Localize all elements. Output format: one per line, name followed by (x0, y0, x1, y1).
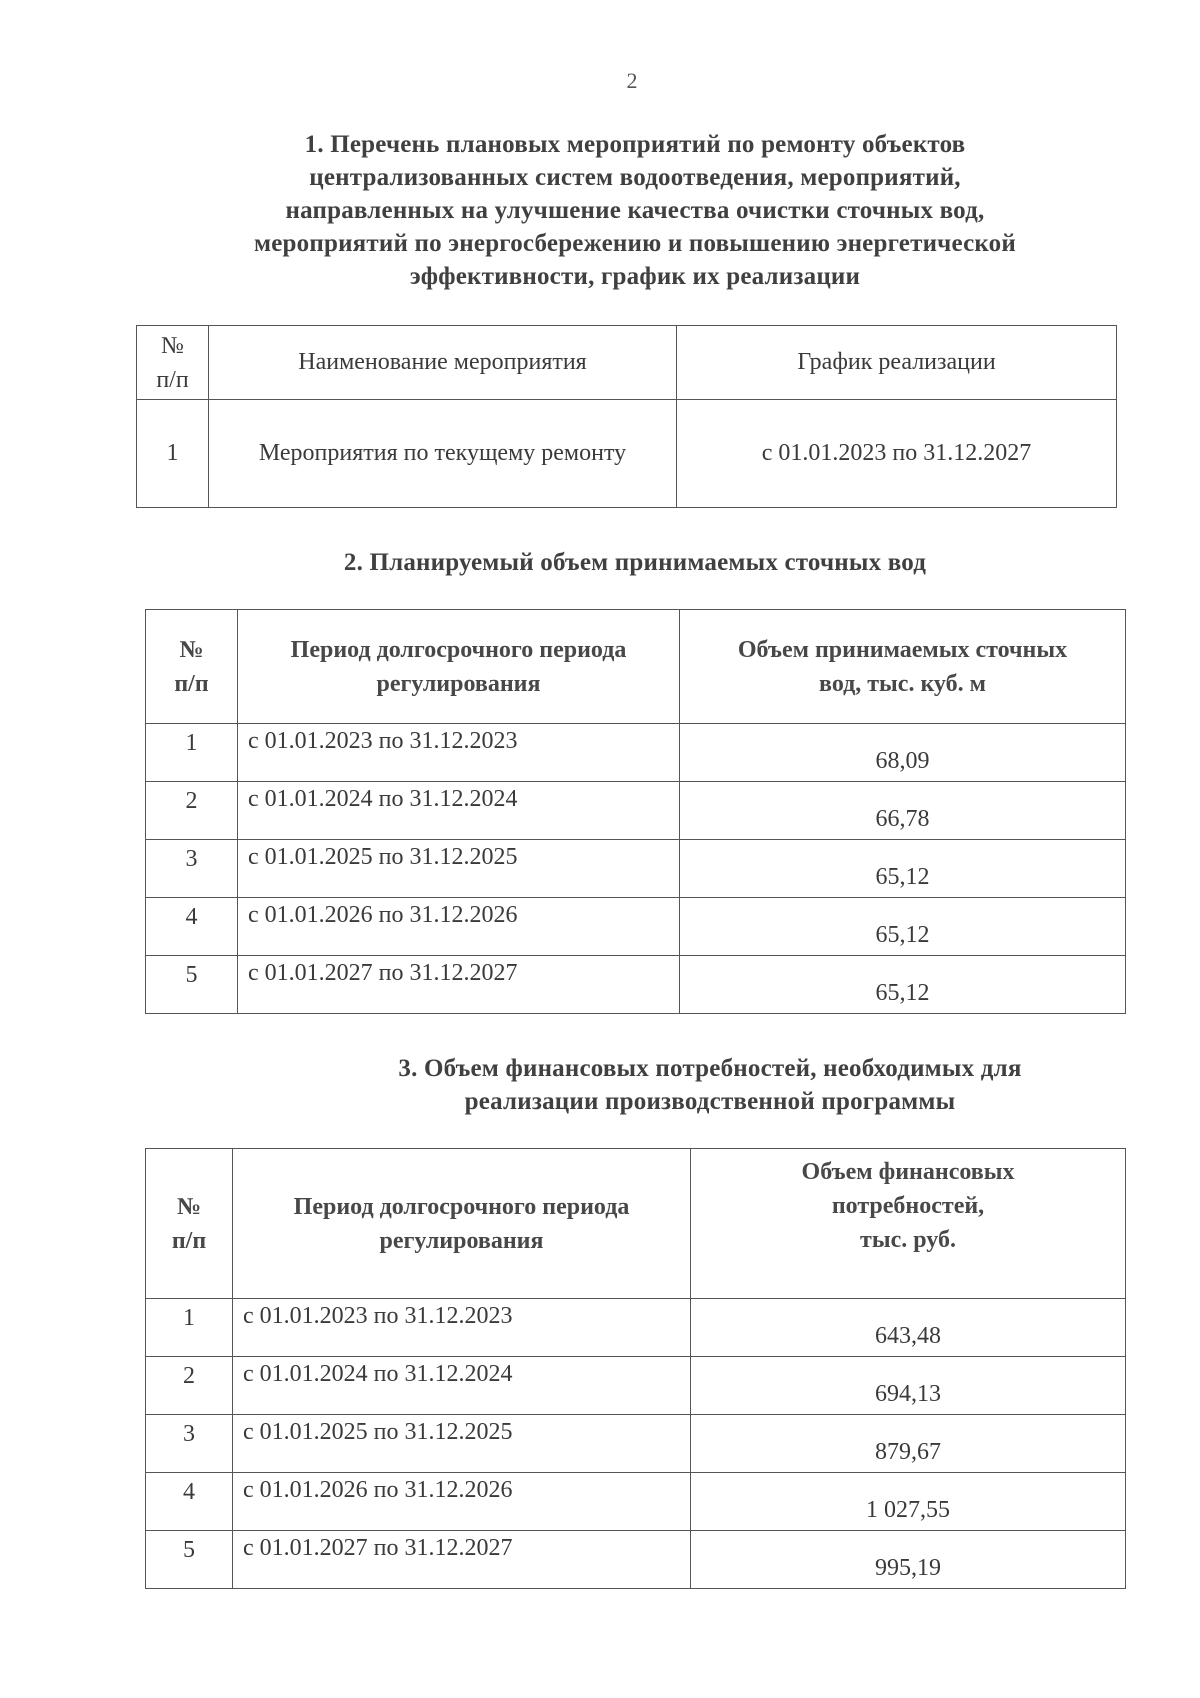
header-period-line2: регулирования (379, 1227, 544, 1254)
row-period: с 01.01.2025 по 31.12.2025 (238, 840, 680, 898)
table-row (146, 1299, 1126, 1357)
row-finance-value: 643,48 (691, 1299, 1126, 1357)
table-header-row (137, 326, 1117, 400)
row-volume-value: 65,12 (680, 898, 1126, 956)
row-period: с 01.01.2026 по 31.12.2026 (238, 898, 680, 956)
header-finance-line2: потребностей, (831, 1193, 985, 1219)
table-row (146, 1415, 1126, 1473)
row-num: 1 (137, 400, 209, 508)
header-num (146, 1149, 233, 1299)
activities-table (136, 325, 1117, 508)
section1-title-line: направленных на улучшение качества очистки сточных вод, (285, 197, 985, 224)
table-header-row (146, 1149, 1126, 1299)
row-num: 3 (146, 840, 238, 898)
row-volume-value: 68,09 (680, 724, 1126, 782)
header-period-line2: регулирования (376, 670, 541, 697)
table-row (146, 898, 1126, 956)
section1-title-line: мероприятий по энергосбережению и повышению энергетической (254, 230, 1016, 257)
header-num-line1: № (179, 636, 204, 663)
page-number: 2 (626, 68, 638, 93)
section1-title (150, 128, 1120, 293)
row-period: с 01.01.2023 по 31.12.2023 (238, 724, 680, 782)
row-period: с 01.01.2027 по 31.12.2027 (238, 956, 680, 1014)
row-finance-value: 1 027,55 (691, 1473, 1126, 1531)
row-activity-name: Мероприятия по текущему ремонту (209, 400, 677, 508)
section1-title-line: эффективности, график их реализации (409, 263, 861, 290)
row-period: с 01.01.2024 по 31.12.2024 (238, 782, 680, 840)
header-period-line1: Период долгосрочного периода (290, 636, 627, 663)
section2-title-line: 2. Планируемый объем принимаемых сточных вод (343, 549, 927, 576)
header-activity-name: Наименование мероприятия (209, 326, 677, 400)
table-row (146, 1531, 1126, 1589)
header-num-line2: п/п (171, 1227, 207, 1254)
table-row (146, 956, 1126, 1014)
row-volume-value: 65,12 (680, 840, 1126, 898)
header-period-line1: Период долгосрочного периода (293, 1193, 630, 1220)
header-schedule: График реализации (677, 326, 1117, 400)
row-finance-value: 995,19 (691, 1531, 1126, 1589)
row-num: 4 (146, 898, 238, 956)
row-finance-value: 879,67 (691, 1415, 1126, 1473)
header-finance-line1: Объем финансовых (801, 1159, 1015, 1185)
row-num: 2 (146, 1357, 233, 1415)
table-row (146, 1473, 1126, 1531)
header-volume-line2: вод, тыс. куб. м (819, 670, 986, 697)
header-period (238, 610, 680, 724)
table-row (146, 840, 1126, 898)
row-period: с 01.01.2026 по 31.12.2026 (233, 1473, 691, 1531)
section3-title-line: 3. Объем финансовых потребностей, необходимых для (398, 1055, 1022, 1082)
header-num-line1: № (176, 1193, 202, 1220)
row-volume-value: 66,78 (680, 782, 1126, 840)
section3-title-line: реализации производственной программы (464, 1088, 956, 1115)
row-num: 5 (146, 1531, 233, 1589)
row-period: с 01.01.2023 по 31.12.2023 (233, 1299, 691, 1357)
header-num-line1: № (161, 332, 184, 359)
header-num-line2: п/п (156, 366, 189, 393)
header-num-line2: п/п (174, 670, 209, 697)
row-num: 4 (146, 1473, 233, 1531)
table-row (146, 1357, 1126, 1415)
header-volume (680, 610, 1126, 724)
section1-title-line: централизованных систем водоотведения, мероприятий, (309, 164, 961, 191)
row-num: 1 (146, 724, 238, 782)
header-num (137, 326, 209, 400)
table-row (146, 782, 1126, 840)
section2-title (150, 546, 1120, 579)
row-schedule: с 01.01.2023 по 31.12.2027 (677, 400, 1117, 508)
header-period (233, 1149, 691, 1299)
section1-title-line: 1. Перечень плановых мероприятий по ремонту объектов (304, 131, 966, 158)
financial-needs-table (145, 1148, 1126, 1589)
header-finance-line3: тыс. руб. (860, 1227, 956, 1253)
row-volume-value: 65,12 (680, 956, 1126, 1014)
row-period: с 01.01.2025 по 31.12.2025 (233, 1415, 691, 1473)
row-period: с 01.01.2027 по 31.12.2027 (233, 1531, 691, 1589)
header-finance (691, 1149, 1126, 1299)
row-period: с 01.01.2024 по 31.12.2024 (233, 1357, 691, 1415)
header-num (146, 610, 238, 724)
table-row (146, 724, 1126, 782)
table-header-row (146, 610, 1126, 724)
row-num: 1 (146, 1299, 233, 1357)
header-volume-line1: Объем принимаемых сточных (737, 636, 1068, 663)
table-row (137, 400, 1117, 508)
row-num: 3 (146, 1415, 233, 1473)
wastewater-volume-table (145, 609, 1126, 1014)
row-finance-value: 694,13 (691, 1357, 1126, 1415)
section3-title (260, 1052, 1160, 1118)
row-num: 5 (146, 956, 238, 1014)
row-num: 2 (146, 782, 238, 840)
